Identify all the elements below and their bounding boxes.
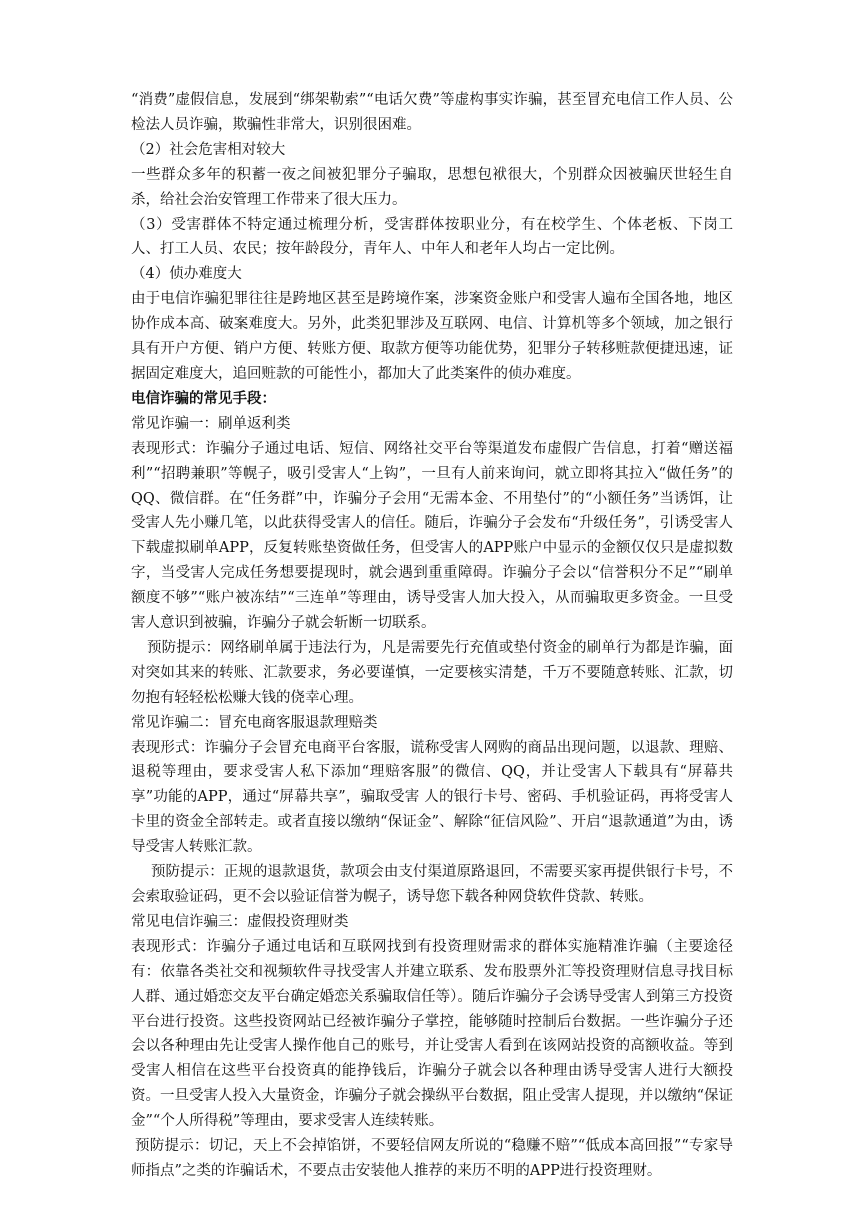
paragraph-investigation-difficulty: 由于电信诈骗犯罪往往是跨地区甚至是跨境作案，涉案资金账户和受害人遍布全国各地，地区协作成本高、破案难度大。另外，此类犯罪涉及互联网、电信、计算机等多个领域，加之银行具有开户方便、销户方便、转账方便、取款方便等功能优势，犯罪分子转移赃款便捷迅速，证据固定难度大，追回赃款的可能性小，都加大了此类案件的侦办难度。: [131, 291, 733, 382]
paragraph-scam-three-tip: 预防提示：切记，天上不会掉馅饼，不要轻信网友所说的“稳赚不赔”“低成本高回报”“专家导师指点”之类的诈骗话术，不要点击安装他人推荐的来历不明的APP进行投资理财。: [131, 1138, 733, 1179]
paragraph-social-harm: 一些群众多年的积蓄一夜之间被犯罪分子骗取，思想包袱很大，个别群众因被骗厌世轻生自杀，给社会治安管理工作带来了很大压力。: [131, 166, 733, 208]
subheading-investigation-difficulty: （4）侦办难度大: [131, 266, 242, 283]
section-heading-common-methods: 电信诈骗的常见手段：: [131, 389, 276, 407]
subheading-social-harm: （2）社会危害相对较大: [131, 141, 286, 158]
paragraph-scam-one-tip: 预防提示：网络刷单属于违法行为，凡是需要先行充值或垫付资金的刷单行为都是诈骗，面对突如其来的转账、汇款要求，务必要谨慎，一定要核实清楚，千万不要随意转账、汇款，切勿抱有轻轻松松赚大钱的侥幸心理。: [131, 639, 733, 706]
subheading-scam-two: 常见诈骗二：冒充电商客服退款理赔类: [131, 714, 378, 731]
paragraph-intro-continuation: “消费”虚假信息，发展到“绑架勒索”“电话欠费”等虚构事实诈骗，甚至冒充电信工作人员、公检法人员诈骗，欺骗性非常大，识别很困难。: [131, 92, 733, 133]
paragraph-scam-two-tip: 预防提示：正规的退款退货，款项会由支付渠道原路退回，不需要买家再提供银行卡号，不会索取验证码，更不会以验证信誉为幌子，诱导您下载各种网贷软件贷款、转账。: [131, 864, 733, 905]
paragraph-scam-two-description: 表现形式：诈骗分子会冒充电商平台客服，谎称受害人网购的商品出现问题，以退款、理赔、退税等理由，要求受害人私下添加“理赔客服”的微信、QQ，并让受害人下载具有“屏幕共享”功能的APP，通过“屏幕共享”，骗取受害 人的银行卡号、密码、手机验证码，再将受害人卡里的资金全部转走。或者直接以缴纳“保证金”、解除“征信风险”、开启“退款通道”为由，诱导受害人转账汇款。: [131, 739, 733, 856]
subheading-scam-one: 常见诈骗一：刷单返利类: [131, 415, 291, 432]
subheading-scam-three: 常见电信诈骗三：虚假投资理财类: [131, 913, 349, 930]
paragraph-scam-three-description: 表现形式：诈骗分子通过电话和互联网找到有投资理财需求的群体实施精准诈骗（主要途径有：依靠各类社交和视频软件寻找受害人并建立联系、发布股票外汇等投资理财信息寻找目标人群、通过婚恋交友平台确定婚恋关系骗取信任等）。随后诈骗分子会诱导受害人到第三方投资平台进行投资。这些投资网站已经被诈骗分子掌控，能够随时控制后台数据。一些诈骗分子还会以各种理由先让受害人操作他自己的账号，并让受害人看到在该网站投资的高额收益。等到受害人相信在这些平台投资真的能挣钱后，诈骗分子就会以各种理由诱导受害人进行大额投资。一旦受害人投入大量资金，诈骗分子就会操纵平台数据，阻止受害人提现，并以缴纳“保证金”“个人所得税”等理由，要求受害人连续转账。: [131, 938, 733, 1130]
paragraph-victim-groups: （3）受害群体不特定通过梳理分析，受害群体按职业分，有在校学生、个体老板、下岗工人、打工人员、农民；按年龄段分，青年人、中年人和老年人均占一定比例。: [131, 216, 733, 258]
paragraph-scam-one-description: 表现形式：诈骗分子通过电话、短信、网络社交平台等渠道发布虚假广告信息，打着“赠送福利”“招聘兼职”等幌子，吸引受害人“上钩”，一旦有人前来询问，就立即将其拉入“做任务”的QQ、微信群。在“任务群”中，诈骗分子会用“无需本金、不用垫付”的“小额任务”当诱饵，让受害人先小赚几笔，以此获得受害人的信任。随后，诈骗分子会发布“升级任务”，引诱受害人下载虚拟刷单APP，反复转账垫资做任务，但受害人的APP账户中显示的金额仅仅只是虚拟数字，当受害人完成任务想要提现时，就会遇到重重障碍。诈骗分子会以“信誉积分不足”“刷单额度不够”“账户被冻结”“三连单”等理由，诱导受害人加大投入，从而骗取更多资金。一旦受害人意识到被骗，诈骗分子就会斩断一切联系。: [131, 440, 733, 632]
document-page: [131, 88, 733, 1184]
